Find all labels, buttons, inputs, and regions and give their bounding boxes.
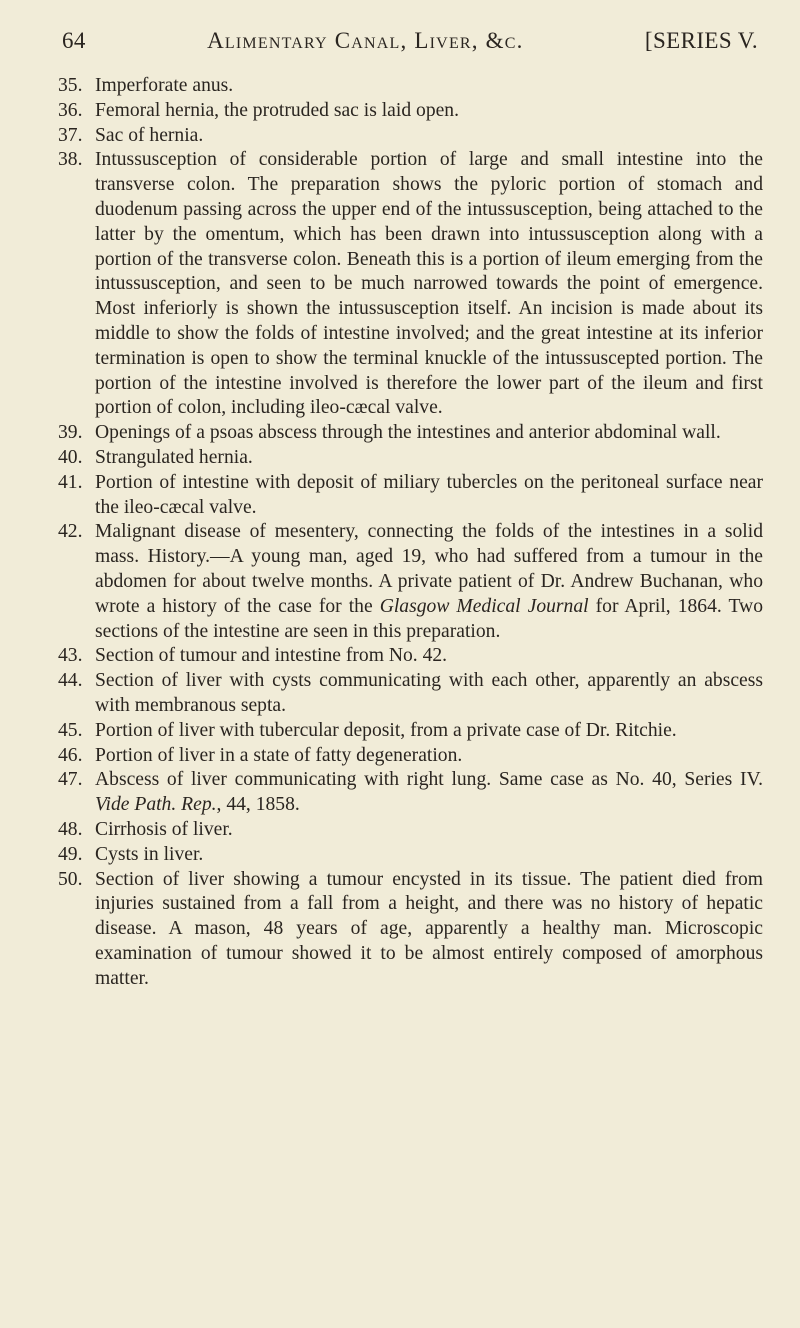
entry-number: 44.: [58, 670, 83, 692]
entry-text: Portion of liver with tubercular deposit, from a private case of Dr. Ritchie.: [95, 719, 677, 741]
entry-number: 36.: [58, 99, 83, 121]
entry-text: Section of liver showing a tumour encysted in its tissue. The patient died from injuries sustained from a fall from a height, and there was no history of hepatic disease. A mason, 48 years of age, apparently a healthy man. Microscopic examination of tumour showed it to be almost entirely composed of amorphous matter.: [95, 868, 763, 989]
entry-number: 41.: [58, 471, 83, 493]
entry-43: [58, 644, 763, 669]
entry-number: 46.: [58, 744, 83, 766]
entry-37: [58, 124, 763, 149]
series-label: [SERIES V.: [644, 28, 758, 53]
entry-46: [58, 744, 763, 769]
entry-41: [58, 471, 763, 521]
entry-text: Cirrhosis of liver.: [95, 818, 233, 840]
entry-number: 35.: [58, 75, 83, 96]
entry-number: 38.: [58, 149, 83, 171]
citation: Vide Path. Rep.: [95, 794, 217, 816]
entry-number: 47.: [58, 769, 83, 791]
running-header: [62, 28, 758, 56]
entry-number: 37.: [58, 124, 83, 146]
entry-text: Strangulated hernia.: [95, 446, 253, 468]
entry-number: 40.: [58, 446, 83, 468]
catalogue-entries: [58, 74, 763, 991]
entry-text-part: for April, 1864. Two sections of the intestine are seen in this preparation.: [95, 595, 763, 642]
entry-text: Femoral hernia, the protruded sac is laid open.: [95, 99, 460, 121]
entry-number: 49.: [58, 843, 83, 865]
entry-number: 45.: [58, 719, 83, 741]
entry-text-part: , 44, 1858.: [216, 794, 300, 816]
entry-39: [58, 421, 763, 446]
entry-38: [58, 148, 763, 421]
entry-number: 50.: [58, 868, 83, 890]
entry-text: Cysts in liver.: [95, 843, 204, 865]
entry-36: [58, 99, 763, 124]
entry-text: Imperforate anus.: [95, 75, 234, 96]
journal-title: Glasgow Medical Journal: [379, 595, 589, 617]
entry-text: [95, 768, 763, 818]
entry-35: [58, 74, 763, 99]
entry-text: Portion of liver in a state of fatty degeneration.: [95, 744, 463, 766]
entry-50: [58, 868, 763, 992]
entry-40: [58, 446, 763, 471]
entry-45: [58, 719, 763, 744]
entry-48: [58, 818, 763, 843]
entry-42: [58, 520, 763, 644]
entry-text: Sac of hernia.: [95, 124, 204, 146]
entry-47: [58, 768, 763, 818]
page-number: 64: [62, 28, 86, 53]
entry-number: 48.: [58, 818, 83, 840]
entry-number: 43.: [58, 645, 83, 667]
entry-number: 39.: [58, 422, 83, 444]
entry-text: Section of tumour and intestine from No. 42.: [95, 645, 448, 667]
entry-text: Section of liver with cysts communicating with each other, apparently an abscess with membranous septa.: [95, 670, 763, 716]
entry-text-part: Abscess of liver communicating with right lung. Same case as No. 40, Series IV.: [95, 769, 763, 791]
entry-text: Portion of intestine with deposit of miliary tubercles on the peritoneal surface near the ileo-cæcal valve.: [95, 471, 763, 518]
running-title: Alimentary Canal, Liver, &c.: [207, 28, 524, 53]
entry-49: [58, 843, 763, 868]
entry-text: Openings of a psoas abscess through the intestines and anterior abdominal wall.: [95, 422, 721, 444]
entry-text: Intussusception of considerable portion of large and small intestine into the transverse colon. The preparation shows the pyloric portion of stomach and duodenum passing across the upper end of the intussusception, being attached to the latter by the omentum, which has been drawn into intussusception along with a portion of the transverse colon. Beneath this is a portion of ileum emerging from the intussusception, and seen to be much narrowed towards the point of emergence. Most inferiorly is shown the intussusception itself. An incision is made about its middle to show the folds of intestine involved; and the great intestine at its inferior termination is open to show the terminal knuckle of the intussuscepted portion. The portion of the intestine involved is therefore the lower part of the ileum and first portion of colon, including ileo-cæcal valve.: [95, 149, 763, 419]
entry-text-part: Malignant disease of mesentery, connecting the folds of the intestines in a solid mass. History.—A young man, aged 19, who had suffered from a tumour in the abdomen for about twelve months. A private patient of Dr. Andrew Buchanan, who wrote a history of the case for the: [95, 521, 763, 617]
entry-number: 42.: [58, 521, 83, 543]
entry-44: [58, 669, 763, 719]
entry-text: [95, 520, 763, 644]
